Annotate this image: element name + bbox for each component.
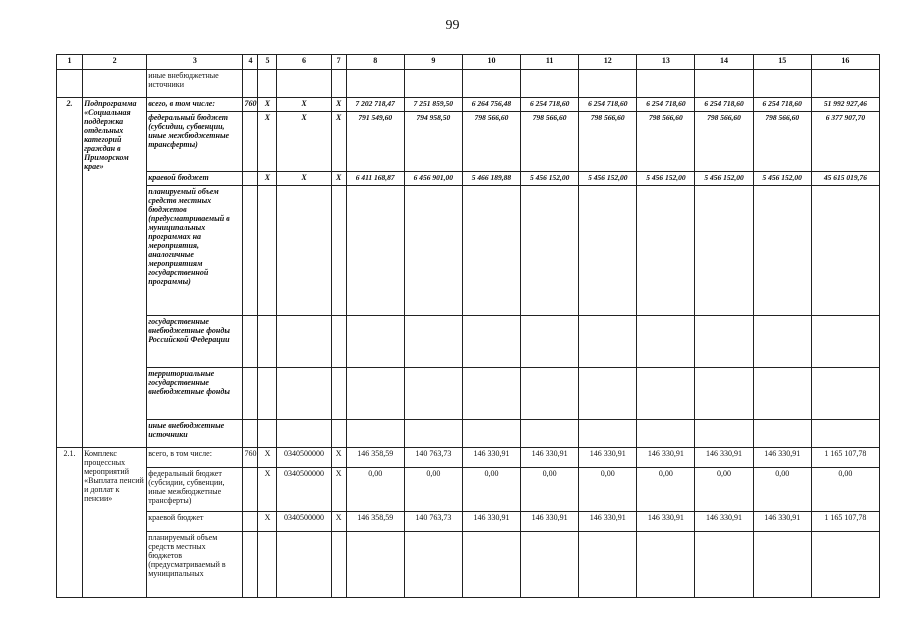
source-label: федеральный бюджет (субсидии, субвенции, иные межбюджетные трансферты) bbox=[147, 468, 243, 512]
code-cell bbox=[258, 420, 277, 448]
code-cell bbox=[331, 420, 346, 448]
amount-cell: 146 330,91 bbox=[637, 448, 695, 468]
table-row bbox=[57, 448, 880, 468]
code-cell: 760 bbox=[243, 98, 258, 112]
amount-cell: 0,00 bbox=[346, 468, 404, 512]
code-cell bbox=[331, 316, 346, 368]
column-number-15: 15 bbox=[753, 55, 811, 70]
source-label: краевой бюджет bbox=[147, 172, 243, 186]
amount-cell: 146 330,91 bbox=[462, 512, 520, 532]
amount-cell: 6 411 168,87 bbox=[346, 172, 404, 186]
amount-cell bbox=[462, 316, 520, 368]
code-cell bbox=[331, 186, 346, 316]
amount-cell bbox=[753, 420, 811, 448]
amount-cell bbox=[462, 368, 520, 420]
amount-cell: 146 330,91 bbox=[521, 448, 579, 468]
amount-cell bbox=[404, 316, 462, 368]
amount-cell: 798 566,60 bbox=[637, 112, 695, 172]
amount-cell: 146 330,91 bbox=[521, 512, 579, 532]
amount-cell: 6 254 718,60 bbox=[579, 98, 637, 112]
amount-cell bbox=[579, 420, 637, 448]
amount-cell: 794 958,50 bbox=[404, 112, 462, 172]
code-cell bbox=[243, 172, 258, 186]
code-cell: X bbox=[258, 112, 277, 172]
amount-cell: 0,00 bbox=[637, 468, 695, 512]
budget-table bbox=[56, 54, 880, 598]
source-label: всего, в том числе: bbox=[147, 98, 243, 112]
column-number-14: 14 bbox=[695, 55, 753, 70]
code-cell: 760 bbox=[243, 448, 258, 468]
column-number-10: 10 bbox=[462, 55, 520, 70]
code-cell bbox=[243, 512, 258, 532]
section-name: Комплекс процессных мероприятий «Выплата пенсий и доплат к пенсии» bbox=[83, 448, 147, 598]
amount-cell: 6 254 718,60 bbox=[753, 98, 811, 112]
amount-cell bbox=[346, 186, 404, 316]
table-row bbox=[57, 368, 880, 420]
code-cell bbox=[243, 316, 258, 368]
amount-cell bbox=[637, 420, 695, 448]
amount-cell: 140 763,73 bbox=[404, 512, 462, 532]
amount-cell bbox=[579, 368, 637, 420]
amount-cell: 146 330,91 bbox=[753, 512, 811, 532]
code-cell bbox=[277, 368, 331, 420]
table-row bbox=[57, 98, 880, 112]
source-label: федеральный бюджет (субсидии, субвенции, иные межбюджетные трансферты) bbox=[147, 112, 243, 172]
amount-cell: 798 566,60 bbox=[753, 112, 811, 172]
code-cell bbox=[277, 316, 331, 368]
column-number-6: 6 bbox=[277, 55, 331, 70]
amount-cell bbox=[695, 186, 753, 316]
code-cell bbox=[243, 368, 258, 420]
column-number-1: 1 bbox=[57, 55, 83, 70]
code-cell: X bbox=[331, 172, 346, 186]
amount-cell bbox=[579, 316, 637, 368]
amount-cell bbox=[346, 316, 404, 368]
section-number: 2. bbox=[57, 98, 83, 448]
amount-cell bbox=[462, 186, 520, 316]
code-cell bbox=[258, 316, 277, 368]
code-cell bbox=[277, 186, 331, 316]
column-number-9: 9 bbox=[404, 55, 462, 70]
column-number-3: 3 bbox=[147, 55, 243, 70]
code-cell bbox=[243, 186, 258, 316]
amount-cell bbox=[404, 186, 462, 316]
amount-cell: 798 566,60 bbox=[521, 112, 579, 172]
page-number: 99 bbox=[445, 18, 460, 33]
code-cell bbox=[243, 420, 258, 448]
code-cell: X bbox=[331, 468, 346, 512]
amount-cell bbox=[753, 532, 811, 598]
amount-cell bbox=[811, 420, 879, 448]
amount-cell bbox=[521, 316, 579, 368]
amount-cell: 0,00 bbox=[695, 468, 753, 512]
source-label: иные внебюджетные источники bbox=[147, 420, 243, 448]
amount-cell: 146 330,91 bbox=[579, 448, 637, 468]
code-cell bbox=[277, 532, 331, 598]
amount-cell bbox=[404, 368, 462, 420]
code-cell bbox=[243, 112, 258, 172]
amount-cell bbox=[695, 316, 753, 368]
amount-cell: 5 456 152,00 bbox=[695, 172, 753, 186]
amount-cell: 6 456 901,00 bbox=[404, 172, 462, 186]
amount-cell bbox=[811, 532, 879, 598]
column-number-13: 13 bbox=[637, 55, 695, 70]
amount-cell: 6 254 718,60 bbox=[637, 98, 695, 112]
amount-cell: 6 264 756,48 bbox=[462, 98, 520, 112]
amount-cell bbox=[462, 420, 520, 448]
amount-cell: 7 251 859,50 bbox=[404, 98, 462, 112]
code-cell: 0340500000 bbox=[277, 468, 331, 512]
amount-cell bbox=[521, 368, 579, 420]
amount-cell: 5 456 152,00 bbox=[579, 172, 637, 186]
source-label: территориальные государственные внебюджетные фонды bbox=[147, 368, 243, 420]
amount-cell: 1 165 107,78 bbox=[811, 448, 879, 468]
section-number: 2.1. bbox=[57, 448, 83, 598]
amount-cell: 146 330,91 bbox=[637, 512, 695, 532]
code-cell: X bbox=[258, 448, 277, 468]
amount-cell bbox=[811, 368, 879, 420]
amount-cell bbox=[579, 186, 637, 316]
column-number-16: 16 bbox=[811, 55, 879, 70]
amount-cell: 140 763,73 bbox=[404, 448, 462, 468]
code-cell: X bbox=[258, 98, 277, 112]
column-number-11: 11 bbox=[521, 55, 579, 70]
amount-cell bbox=[753, 316, 811, 368]
amount-cell bbox=[346, 420, 404, 448]
amount-cell: 791 549,60 bbox=[346, 112, 404, 172]
amount-cell: 6 254 718,60 bbox=[521, 98, 579, 112]
code-cell: X bbox=[258, 468, 277, 512]
amount-cell bbox=[346, 532, 404, 598]
code-cell: X bbox=[331, 448, 346, 468]
table-row bbox=[57, 112, 880, 172]
table-row bbox=[57, 468, 880, 512]
table-row bbox=[57, 70, 880, 98]
code-cell bbox=[258, 186, 277, 316]
source-label: иные внебюджетные источники bbox=[147, 70, 243, 98]
amount-cell: 5 466 189,88 bbox=[462, 172, 520, 186]
amount-cell: 146 358,59 bbox=[346, 448, 404, 468]
code-cell: X bbox=[258, 512, 277, 532]
amount-cell bbox=[695, 420, 753, 448]
amount-cell: 6 377 907,70 bbox=[811, 112, 879, 172]
amount-cell bbox=[695, 532, 753, 598]
table-row bbox=[57, 420, 880, 448]
source-label: планируемый объем средств местных бюджетов (предусматриваемый в муниципальных bbox=[147, 532, 243, 598]
column-number-7: 7 bbox=[331, 55, 346, 70]
table-row bbox=[57, 186, 880, 316]
column-number-4: 4 bbox=[243, 55, 258, 70]
amount-cell bbox=[637, 532, 695, 598]
amount-cell bbox=[811, 316, 879, 368]
amount-cell bbox=[637, 368, 695, 420]
code-cell: X bbox=[258, 172, 277, 186]
source-label: государственные внебюджетные фонды Российской Федерации bbox=[147, 316, 243, 368]
column-number-12: 12 bbox=[579, 55, 637, 70]
amount-cell: 5 456 152,00 bbox=[521, 172, 579, 186]
code-cell: X bbox=[331, 98, 346, 112]
amount-cell: 51 992 927,46 bbox=[811, 98, 879, 112]
amount-cell bbox=[462, 532, 520, 598]
amount-cell: 5 456 152,00 bbox=[753, 172, 811, 186]
amount-cell bbox=[811, 186, 879, 316]
code-cell bbox=[258, 368, 277, 420]
code-cell bbox=[243, 468, 258, 512]
amount-cell: 0,00 bbox=[579, 468, 637, 512]
source-label: планируемый объем средств местных бюджетов (предусматриваемый в муниципальных программах на мероприятия, аналогичные мероприятиям государственной программы) bbox=[147, 186, 243, 316]
table-row bbox=[57, 532, 880, 598]
amount-cell bbox=[695, 368, 753, 420]
code-cell bbox=[277, 420, 331, 448]
amount-cell: 0,00 bbox=[753, 468, 811, 512]
table-row bbox=[57, 316, 880, 368]
code-cell: 0340500000 bbox=[277, 448, 331, 468]
amount-cell bbox=[521, 420, 579, 448]
amount-cell: 0,00 bbox=[811, 468, 879, 512]
amount-cell: 0,00 bbox=[462, 468, 520, 512]
amount-cell: 146 330,91 bbox=[462, 448, 520, 468]
amount-cell: 7 202 718,47 bbox=[346, 98, 404, 112]
source-label: всего, в том числе: bbox=[147, 448, 243, 468]
amount-cell bbox=[404, 420, 462, 448]
amount-cell bbox=[637, 186, 695, 316]
amount-cell: 146 330,91 bbox=[695, 512, 753, 532]
code-cell: X bbox=[277, 172, 331, 186]
source-label: краевой бюджет bbox=[147, 512, 243, 532]
amount-cell: 5 456 152,00 bbox=[637, 172, 695, 186]
code-cell bbox=[331, 532, 346, 598]
amount-cell bbox=[521, 532, 579, 598]
amount-cell: 798 566,60 bbox=[695, 112, 753, 172]
amount-cell: 45 615 019,76 bbox=[811, 172, 879, 186]
amount-cell: 146 330,91 bbox=[753, 448, 811, 468]
code-cell: 0340500000 bbox=[277, 512, 331, 532]
code-cell: X bbox=[331, 512, 346, 532]
code-cell bbox=[331, 368, 346, 420]
amount-cell: 798 566,60 bbox=[462, 112, 520, 172]
code-cell: X bbox=[277, 112, 331, 172]
column-number-8: 8 bbox=[346, 55, 404, 70]
amount-cell bbox=[753, 368, 811, 420]
code-cell: X bbox=[331, 112, 346, 172]
amount-cell: 0,00 bbox=[521, 468, 579, 512]
table-row bbox=[57, 172, 880, 186]
column-number-5: 5 bbox=[258, 55, 277, 70]
amount-cell bbox=[753, 186, 811, 316]
code-cell bbox=[258, 532, 277, 598]
amount-cell: 146 330,91 bbox=[579, 512, 637, 532]
code-cell bbox=[243, 532, 258, 598]
amount-cell: 798 566,60 bbox=[579, 112, 637, 172]
amount-cell: 146 330,91 bbox=[695, 448, 753, 468]
section-name: Подпрограмма «Социальная поддержка отдельных категорий граждан в Приморском крае» bbox=[83, 98, 147, 448]
amount-cell bbox=[579, 532, 637, 598]
amount-cell bbox=[521, 186, 579, 316]
amount-cell: 0,00 bbox=[404, 468, 462, 512]
amount-cell bbox=[346, 368, 404, 420]
amount-cell: 146 358,59 bbox=[346, 512, 404, 532]
amount-cell: 1 165 107,78 bbox=[811, 512, 879, 532]
column-numbers-row bbox=[57, 55, 880, 70]
amount-cell: 6 254 718,60 bbox=[695, 98, 753, 112]
table-row bbox=[57, 512, 880, 532]
column-number-2: 2 bbox=[83, 55, 147, 70]
amount-cell bbox=[637, 316, 695, 368]
amount-cell bbox=[404, 532, 462, 598]
code-cell: X bbox=[277, 98, 331, 112]
